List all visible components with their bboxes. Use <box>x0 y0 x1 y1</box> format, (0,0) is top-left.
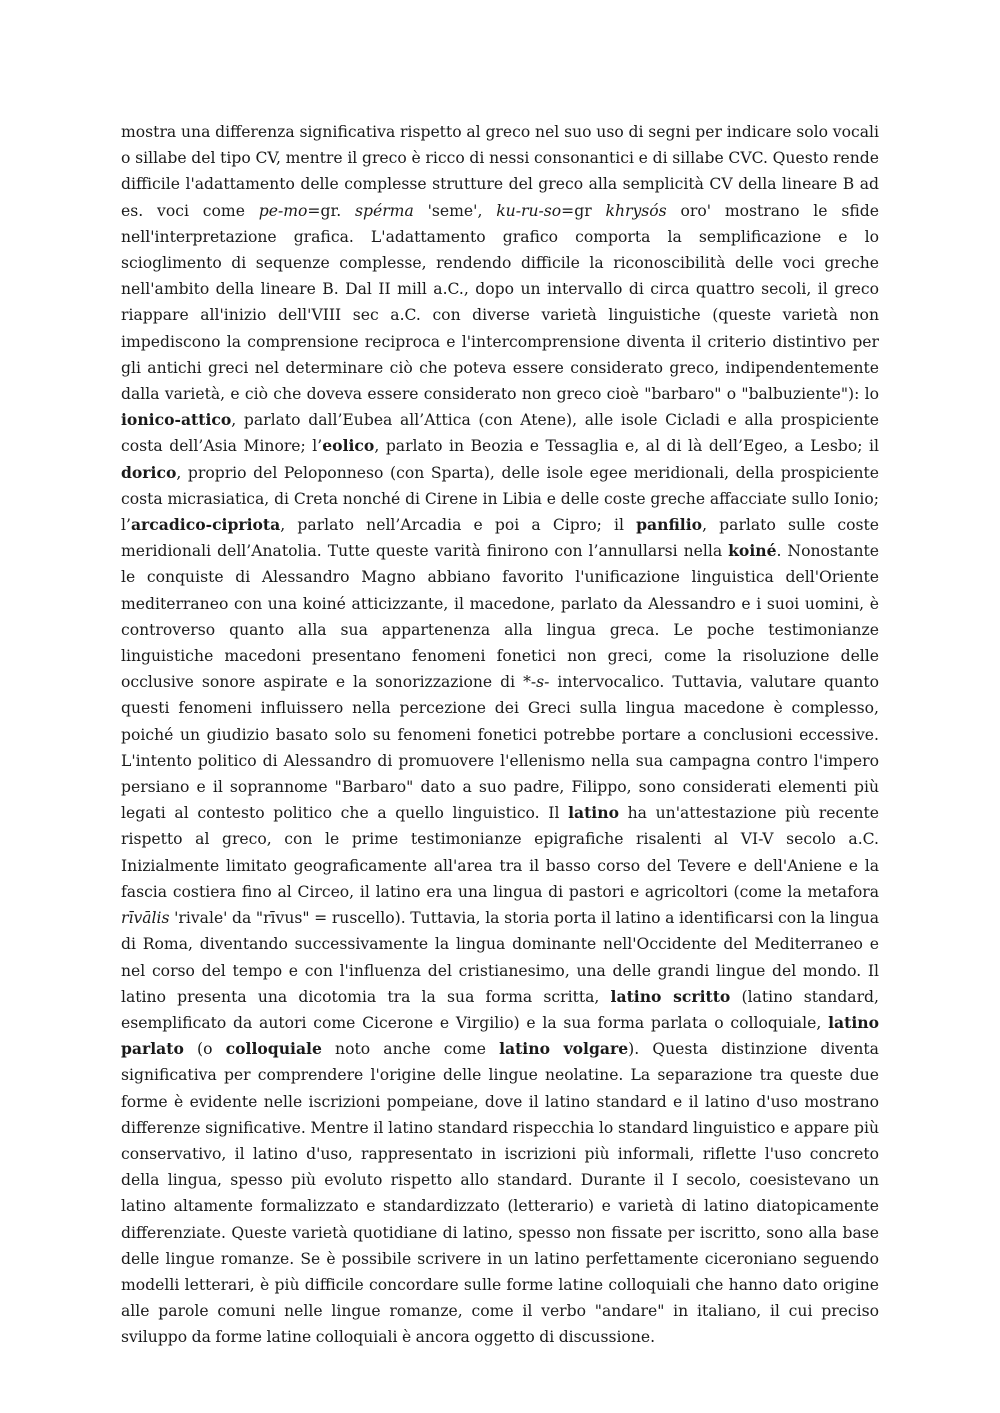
document-page <box>121 119 879 1351</box>
text-run: =gr <box>561 201 606 220</box>
text-run: ). Questa distinzione diventa significativa per comprendere l'origine delle lingue neolatine. La separazione tra queste due forme è evidente nelle iscrizioni pompeiane, dove il latino standard e il latino d'uso mostrano differenze significative. Mentre il latino standard rispecchia lo standard linguistico e appare più conservativo, il latino d'uso, rappresentato in iscrizioni più informali, riflette l'uso concreto della lingua, spesso più evoluto rispetto allo standard. Durante il I secolo, coesistevano un latino altamente formalizzato e standardizzato (letterario) e varietà di latino diatopicamente differenziate. Queste varietà quotidiane di latino, spesso non fissate per iscritto, sono alla base delle lingue romanze. Se è possibile scrivere in un latino perfettamente ciceroniano seguendo modelli letterari, è più difficile concordare sulle forme latine colloquiali che hanno dato origine alle parole comuni nelle lingue romanze, come il verbo "andare" in italiano, il cui preciso sviluppo da forme latine colloquiali è ancora oggetto di discussione. <box>121 1040 879 1347</box>
text-run: noto anche come <box>321 1040 500 1059</box>
italic-term: spérma <box>355 201 414 220</box>
italic-term: *-s- <box>523 673 550 692</box>
bold-term: latino <box>568 803 619 823</box>
text-run: oro' mostrano le sfide nell'interpretazione grafica. L'adattamento grafico comporta la semplificazione e lo scioglimento di sequenze complesse, rendendo difficile la riconoscibilità delle voci greche nell'ambito della lineare B. Dal II mill a.C., dopo un intervallo di circa quattro secoli, il greco riappare all'inizio dell'VIII sec a.C. con diverse varietà linguistiche (queste varietà non impediscono la comprensione reciproca e l'intercomprensione diventa il criterio distintivo per gli antichi greci nel determinare ciò che poteva essere considerato greco, indipendentemente dalla varietà, e ciò che doveva essere considerato non greco cioè "barbaro" o "balbuziente"): lo <box>121 201 879 404</box>
bold-term: koiné <box>728 541 777 561</box>
text-run: intervocalico. Tuttavia, valutare quanto questi fenomeni influissero nella percezione dei Greci sulla lingua macedone è complesso, poiché un giudizio basato solo su fenomeni fonetici potrebbe portare a conclusioni eccessive. L'intento politico di Alessandro di promuovere l'ellenismo nella sua campagna contro l'impero persiano e il soprannome "Barbaro" dato a suo padre, Filippo, sono considerati elementi più legati al contesto politico che a quello linguistico. Il <box>121 673 879 823</box>
italic-term: khrysós <box>605 201 667 220</box>
text-run: , proprio del Peloponneso (con Sparta), delle isole egee meridionali, della prospiciente costa micrasiatica, di Creta nonché di Cirene in Libia e delle coste greche affacciate sullo Ionio; l’ <box>121 463 879 535</box>
text-run: 'seme', <box>413 201 497 220</box>
bold-term: colloquiale <box>225 1039 322 1059</box>
text-run: , parlato dall’Eubea all’Attica (con Atene), alle isole Cicladi e alla prospiciente costa dell’Asia Minore; l’ <box>121 411 879 456</box>
text-run: (latino standard, esemplificato da autori come Cicerone e Virgilio) e la sua forma parlata o colloquiale, <box>121 987 879 1032</box>
bold-term: arcadico-cipriota <box>130 515 281 535</box>
text-run: =gr. <box>307 201 356 220</box>
text-run: mostra una differenza significativa rispetto al greco nel suo uso di segni per indicare solo vocali o sillabe del tipo CV, mentre il greco è ricco di nessi consonantici e di sillabe CVC. Questo rende difficile l'adattamento delle complesse strutture del greco alla semplicità CV della lineare B ad es. voci come <box>121 123 879 220</box>
bold-term: dorico <box>121 462 177 482</box>
bold-term: ionico-attico <box>121 410 232 430</box>
body-paragraph <box>121 119 879 1351</box>
text-run: , parlato nell’Arcadia e poi a Cipro; il <box>280 516 637 535</box>
text-run: . Nonostante le conquiste di Alessandro Magno abbiano favorito l'unificazione linguistica dell'Oriente mediterraneo con una koiné atticizzante, il macedone, parlato da Alessandro e i suoi uomini, è controverso quanto alla sua appartenenza alla lingua greca. Le poche testimonianze linguistiche macedoni presentano fenomeni fonetici non greci, come la risoluzione delle occlusive sonore aspirate e la sonorizzazione di <box>121 542 880 692</box>
bold-term: latino volgare <box>499 1039 629 1059</box>
text-run: (o <box>183 1040 226 1059</box>
text-run: , parlato in Beozia e Tessaglia e, al di là dell’Egeo, a Lesbo; il <box>374 437 879 456</box>
bold-term: panfilio <box>636 515 703 535</box>
italic-term: pe-mo <box>258 201 308 220</box>
text-run: 'rivale' da "rīvus" = ruscello). Tuttavia, la storia porta il latino a identificarsi con la lingua di Roma, diventando successivamente la lingua dominante nell'Occidente del Mediterraneo e nel corso del tempo e con l'influenza del cristianesimo, una delle grandi lingue del mondo. Il latino presenta una dicotomia tra la sua forma scritta, <box>121 909 879 1006</box>
text-run: , parlato sulle coste meridionali dell’Anatolia. Tutte queste varità finirono con l’annullarsi nella <box>121 516 879 561</box>
bold-term: latino parlato <box>121 1012 879 1059</box>
text-run: ha un'attestazione più recente rispetto al greco, con le prime testimonianze epigrafiche risalenti al VI-V secolo a.C. Inizialmente limitato geograficamente all'area tra il basso corso del Tevere e dell'Aniene e la fascia costiera fino al Circeo, il latino era una lingua di pastori e agricoltori (come la metafora <box>121 804 879 901</box>
italic-term: rīvālis <box>121 909 170 928</box>
bold-term: eolico <box>322 436 375 456</box>
italic-term: ku-ru-so <box>496 201 562 220</box>
bold-term: latino scritto <box>610 986 731 1006</box>
